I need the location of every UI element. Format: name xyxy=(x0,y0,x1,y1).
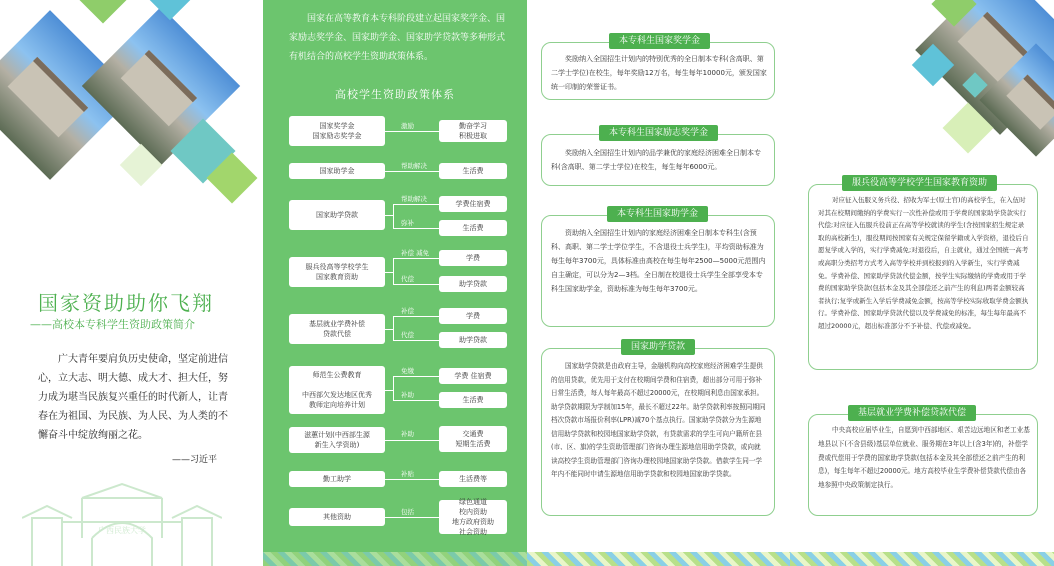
card-title: 本专科生国家励志奖学金 xyxy=(599,125,718,141)
flow-target-box: 学费 xyxy=(439,308,507,324)
scholarship-panel xyxy=(527,0,790,566)
flow-label: 帮助解决 xyxy=(401,195,427,203)
flow-connector xyxy=(393,400,439,401)
flow-connector xyxy=(393,340,439,341)
flow-source-box: 师范生公费教育 中西部欠发达地区优秀 教师定向培养计划 xyxy=(289,366,385,414)
flow-label: 补偿 xyxy=(401,307,414,315)
flow-connector xyxy=(393,376,439,377)
flow-target-box: 学费住宿费 xyxy=(439,196,507,212)
card-text: 奖励纳入全国招生计划内的品学兼优的家庭经济困难全日制本专科(含高职、第二学士学位)在校生，每生每年6000元。 xyxy=(551,149,761,171)
flow-source-box: 国家助学金 xyxy=(289,163,385,179)
card-text: 中央高校应届毕业生，自愿到中西部地区、艰苦边远地区和老工业基地县以下(不含县级)基层单位就业、服务期在3年以上(含3年)的，补偿学费或代偿用于学费的国家助学贷款(包括本金及其全部偿还之前产生的利息)，每生每年不超过20000元。地方高校毕业生学费补偿贷款代偿由各地参照中央政策制定执行。 xyxy=(818,426,1030,490)
flow-connector xyxy=(385,440,439,441)
flow-target-box: 绿色通道 校内资助 地方政府资助 社会资助 xyxy=(439,500,507,534)
flow-label: 代偿 xyxy=(401,275,414,283)
system-heading: 高校学生资助政策体系 xyxy=(335,88,455,101)
card-text: 国家助学贷款是由政府主导，金融机构向高校家庭经济困难学生提供的信用贷款，优先用于支付在校期间学费和住宿费，超出部分可用于弥补日常生活费，每人每年最高不超过20000元，在校期间利息由国家承担。助学贷款期限为学制加15年，最长不超过22年。助学贷款利率按照同期同档次贷款市场报价利率(LPR)减70个基点执行。国家助学贷款分为生源地信用助学贷款和校园地国家助学贷款，有贷款需求的学生可向户籍所在县(市、区、旗)的学生资助管理部门咨询办理生源地信用助学贷款，或向就读高校学生资助管理部门咨询办理校园地国家助学贷款。借款学生同一学年内不能同时申请生源地信用助学贷款和校园地国家助学贷款。 xyxy=(551,362,766,478)
flow-target-box: 学费 xyxy=(439,250,507,266)
gate-text: 广西民族大学 xyxy=(98,526,146,535)
flow-source-box: 服兵役高等学校学生 国家教育资助 xyxy=(289,257,385,287)
quote-author: ——习近平 xyxy=(172,455,218,465)
bottom-pattern-band xyxy=(790,552,1054,566)
flow-label: 包括 xyxy=(401,508,414,516)
card-title: 服兵役高等学校学生国家教育资助 xyxy=(842,175,997,191)
flow-connector xyxy=(393,376,394,390)
card-title: 本专科生国家助学金 xyxy=(607,206,708,222)
decor-diamond xyxy=(70,0,135,24)
quote-text: 广大青年要肩负历史使命，坚定前进信心，立大志、明大德、成大才、担大任，努力成为堪当民族复兴重任的时代新人，让青春在为祖国、为民族、为人民、为人类的不懈奋斗中绽放绚丽之花。 xyxy=(38,354,228,441)
flow-connector xyxy=(393,329,394,340)
flow-connector xyxy=(393,228,439,229)
flow-label: 免缴 xyxy=(401,367,414,375)
flow-label: 补偿 减免 xyxy=(401,249,430,257)
flow-connector xyxy=(393,204,439,205)
system-intro-text: 国家在高等教育本专科阶段建立起国家奖学金、国家励志奖学金、国家助学金、国家助学贷款等多种形式有机结合的高校学生资助政策体系。 xyxy=(289,14,506,62)
flow-connector xyxy=(385,390,393,391)
flow-connector xyxy=(393,258,394,272)
flow-connector xyxy=(385,517,439,518)
flow-connector xyxy=(385,171,439,172)
flow-label: 弥补 xyxy=(401,219,414,227)
flow-target-box: 助学贷款 xyxy=(439,332,507,348)
card-text: 奖励纳入全国招生计划内的特别优秀的全日制本专科(含高职、第二学士学位)在校生，每年奖励12万名，每生每年10000元，颁发国家统一印制的荣誉证书。 xyxy=(551,55,767,91)
flow-connector xyxy=(385,329,393,330)
flow-connector xyxy=(393,390,394,400)
flow-connector xyxy=(385,479,439,480)
flow-target-box: 助学贷款 xyxy=(439,276,507,292)
flow-connector xyxy=(393,215,394,228)
flow-connector xyxy=(385,215,393,216)
flow-source-box: 国家助学贷款 xyxy=(289,200,385,230)
flow-source-box: 国家奖学金 国家励志奖学金 xyxy=(289,116,385,146)
flow-label: 补助 xyxy=(401,430,414,438)
flow-target-box: 生活费 xyxy=(439,392,507,408)
flow-source-box: 滋蕙计划(中西部生源 新生入学资助) xyxy=(289,427,385,453)
brochure-title: 国家资助助你飞翔 xyxy=(38,291,214,315)
flow-connector xyxy=(385,272,393,273)
card-title: 本专科生国家奖学金 xyxy=(609,33,710,49)
flow-source-box: 勤工助学 xyxy=(289,471,385,487)
card-text: 对应征入伍服义务兵役、招收为军士(原士官)的高校学生，在入伍时对其在校期间缴纳的学费实行一次性补偿或用于学费的国家助学贷款实行代偿;对应征入伍服兵役前正在高等学校就读的学生(含按国家招生规定录取的高校新生)，服役期间按国家有关规定保留学籍或入学资格，退役后自愿复学或入学的，实行学费减免;对退役后，自主就业，通过全国统一高考或高职分类招考方式考入高等学校并到校报到的入学新生，实行学费减免。学费补偿、国家助学贷款代偿金额，按学生实际缴纳的学费或用于学费的国家助学贷款(包括本金及其全部偿还之前产生的利息)两者金额较高者执行;复学或新生入学后学费减免金额，按高等学校实际收取学费金额执行。学费补偿、国家助学贷款代偿以及学费减免的标准，每生每年最高不超过20000元，超出标准部分不予补偿、代偿或减免。 xyxy=(818,196,1029,330)
cover-panel xyxy=(0,0,263,566)
flow-target-box: 勤奋学习 积极进取 xyxy=(439,120,507,142)
flow-label: 补助 xyxy=(401,391,414,399)
flow-target-box: 生活费 xyxy=(439,220,507,236)
flow-connector xyxy=(393,316,394,329)
flow-label: 补贴 xyxy=(401,470,414,478)
flow-label: 代偿 xyxy=(401,331,414,339)
flow-connector xyxy=(393,284,439,285)
card-text: 资助纳入全国招生计划内的家庭经济困难全日制本专科生(含预科、高职、第二学士学位学生，不含退役士兵学生)，平均资助标准为每生每年3700元，具体标准由高校在每生每年2500—5000元范围内自主确定，可以分为2—3档。全日制在校退役士兵学生全部享受本专科生国家助学金，资助标准为每生每年3700元。 xyxy=(551,229,766,293)
policy-system-panel xyxy=(263,0,527,566)
bottom-pattern-band xyxy=(527,552,790,566)
campus-gate-illustration xyxy=(22,478,222,566)
brochure-subtitle: ——高校本专科学生资助政策简介 xyxy=(30,318,195,331)
flow-label: 激励 xyxy=(401,122,414,130)
card-title: 基层就业学费补偿贷款代偿 xyxy=(848,405,976,421)
flow-target-box: 生活费等 xyxy=(439,471,507,487)
flow-source-box: 基层就业学费补偿 贷款代偿 xyxy=(289,314,385,344)
card-title: 国家助学贷款 xyxy=(621,339,695,355)
military-grassroots-panel xyxy=(790,0,1054,566)
flow-source-box: 其他资助 xyxy=(289,508,385,526)
flow-connector xyxy=(393,204,394,215)
flow-label: 帮助解决 xyxy=(401,162,427,170)
flow-target-box: 学费 住宿费 xyxy=(439,368,507,384)
flow-connector xyxy=(393,272,394,284)
bottom-pattern-band xyxy=(263,552,527,566)
flow-connector xyxy=(385,131,439,132)
flow-connector xyxy=(393,258,439,259)
flow-target-box: 交通费 短期生活费 xyxy=(439,426,507,452)
flow-connector xyxy=(393,316,439,317)
flow-target-box: 生活费 xyxy=(439,163,507,179)
